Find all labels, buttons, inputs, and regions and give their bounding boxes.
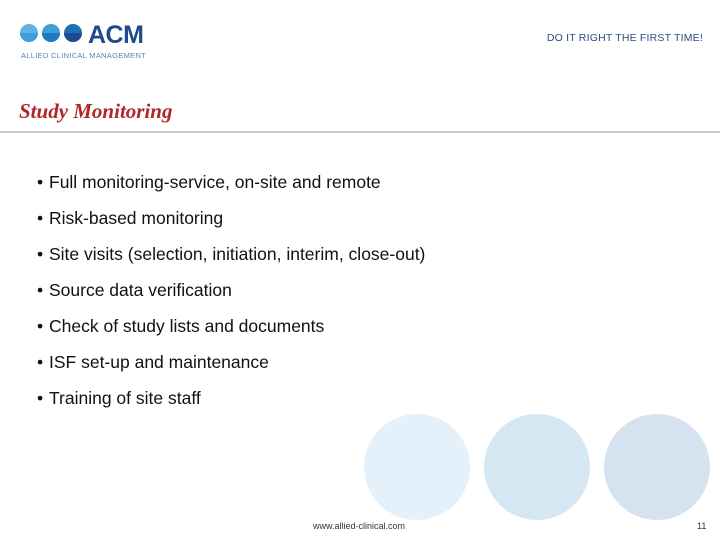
title-divider (0, 131, 720, 133)
bullet-text: Check of study lists and documents (49, 316, 325, 336)
bullet-text: Training of site staff (49, 388, 201, 408)
decorative-circle-3 (604, 414, 710, 520)
footer-url: www.allied-clinical.com (313, 521, 406, 531)
bullet-icon: • (37, 388, 44, 408)
bullet-icon: • (37, 172, 44, 192)
bullet-text: Source data verification (49, 280, 232, 300)
logo-wordmark: ACM (88, 21, 144, 49)
bullet-text: ISF set-up and maintenance (49, 352, 269, 372)
bullet-text: Risk-based monitoring (49, 208, 224, 228)
bullet-list (37, 168, 425, 420)
bullet-icon: • (37, 208, 44, 228)
logo-subtitle: ALLIED CLINICAL MANAGEMENT (21, 51, 147, 60)
bullet-icon: • (37, 244, 44, 264)
list-item (37, 312, 425, 348)
slide-title: Study Monitoring (19, 99, 173, 123)
list-item (37, 204, 425, 240)
decorative-circle-2 (484, 414, 590, 520)
list-item (37, 384, 425, 420)
bullet-text: Site visits (selection, initiation, interim, close-out) (49, 244, 426, 264)
page-number: 11 (697, 521, 707, 531)
decorative-circle-1 (364, 414, 470, 520)
list-item (37, 348, 425, 384)
bullet-text: Full monitoring-service, on-site and remote (49, 172, 381, 192)
list-item (37, 168, 425, 204)
tagline: DO IT RIGHT THE FIRST TIME! (546, 32, 703, 44)
list-item (37, 276, 425, 312)
bullet-icon: • (37, 352, 44, 372)
bullet-icon: • (37, 280, 44, 300)
list-item (37, 240, 425, 276)
bullet-icon: • (37, 316, 44, 336)
acm-logo (20, 20, 170, 62)
